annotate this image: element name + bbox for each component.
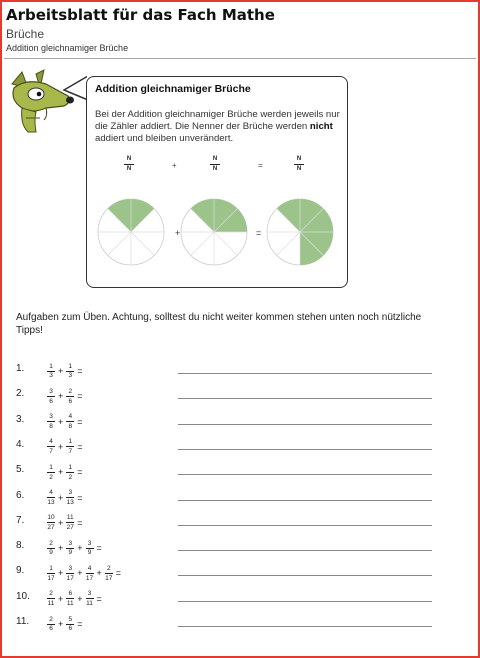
plus-sign: + — [58, 366, 64, 376]
answer-line[interactable] — [178, 500, 432, 501]
denominator: 27 — [66, 524, 74, 532]
denominator: 3 — [68, 372, 73, 380]
exercise-row — [16, 410, 436, 434]
exercise-expression — [46, 460, 85, 484]
numerator: 1 — [68, 463, 73, 471]
page-subtitle: Brüche — [6, 27, 45, 41]
answer-line[interactable] — [178, 626, 432, 627]
numerator: 3 — [87, 539, 92, 547]
exercise-number: 8. — [16, 540, 25, 552]
numerator: 1 — [68, 438, 73, 446]
pie-plus: + — [175, 228, 181, 238]
plus-sign: + — [58, 568, 64, 579]
denominator: 6 — [68, 397, 73, 405]
plus-sign: + — [58, 593, 64, 604]
denominator: 13 — [66, 498, 74, 506]
numerator: 2 — [49, 539, 53, 547]
header-divider — [4, 58, 476, 59]
denominator: 7 — [68, 448, 73, 456]
exercise-row — [16, 460, 436, 484]
formula-fraction-a — [124, 156, 134, 173]
exercise-expression — [46, 359, 85, 383]
answer-line[interactable] — [178, 575, 432, 576]
denominator: 6 — [49, 397, 53, 405]
numerator: 11 — [66, 514, 74, 522]
numerator: N — [296, 156, 302, 162]
denominator: 17 — [47, 574, 55, 582]
formula-fraction-b — [210, 156, 220, 173]
answer-line[interactable] — [178, 449, 432, 450]
denominator: 11 — [86, 600, 93, 608]
fraction — [86, 565, 94, 582]
answer-line[interactable] — [178, 601, 432, 602]
fraction — [47, 565, 55, 582]
exercise-expression — [46, 561, 123, 585]
numerator: 2 — [49, 615, 53, 623]
denominator: 9 — [68, 549, 73, 557]
equals-sign: = — [77, 391, 83, 402]
plus-sign: + — [77, 543, 83, 554]
numerator: 4 — [49, 438, 53, 446]
denominator: 9 — [87, 549, 92, 557]
fraction — [66, 363, 74, 380]
denominator: 17 — [66, 574, 74, 582]
fraction — [47, 489, 55, 506]
numerator: N — [126, 156, 132, 162]
formula-plus: + — [172, 161, 177, 170]
numerator: 3 — [68, 539, 73, 547]
numerator: 1 — [49, 463, 53, 471]
numerator: 10 — [47, 514, 55, 522]
numerator: 3 — [68, 564, 73, 572]
exercise-number: 10. — [16, 590, 30, 602]
fraction — [66, 413, 74, 430]
denominator: 27 — [47, 524, 55, 532]
equals-sign: = — [96, 543, 102, 554]
exercise-expression — [46, 587, 104, 611]
fraction — [47, 438, 55, 455]
info-text-part: Bei der Addition gleichnamiger Brüche werden jeweils nur die Zähler addiert. Die Nenner der Brüche werden — [95, 109, 340, 132]
plus-sign: + — [96, 568, 102, 579]
numerator: 1 — [68, 362, 73, 370]
fraction — [47, 413, 55, 430]
denominator: 17 — [85, 574, 94, 582]
fraction — [66, 464, 74, 481]
denominator: N — [212, 166, 218, 172]
info-box-title: Addition gleichnamiger Brüche — [95, 83, 251, 95]
fraction — [66, 540, 74, 557]
fraction — [66, 514, 74, 531]
equals-sign: = — [77, 467, 83, 478]
exercise-number: 6. — [16, 489, 25, 501]
equals-sign: = — [77, 619, 83, 629]
fraction — [86, 540, 94, 557]
exercise-row — [16, 435, 436, 459]
numerator: 3 — [49, 387, 53, 395]
equals-sign: = — [77, 366, 83, 376]
exercise-expression — [46, 435, 85, 459]
numerator: 2 — [68, 387, 73, 395]
denominator: 6 — [68, 625, 73, 633]
fraction — [47, 388, 55, 405]
exercise-number: 3. — [16, 413, 25, 425]
exercise-row — [16, 384, 436, 408]
exercise-expression — [46, 536, 104, 560]
numerator: 3 — [49, 413, 53, 421]
exercise-number: 4. — [16, 438, 25, 450]
plus-sign: + — [77, 593, 83, 604]
page-title: Arbeitsblatt für das Fach Mathe — [6, 6, 275, 24]
fraction — [66, 388, 74, 405]
exercise-row — [16, 486, 436, 510]
denominator: 17 — [105, 574, 113, 582]
exercise-row — [16, 536, 436, 560]
numerator: 2 — [106, 564, 111, 572]
exercise-expression — [46, 384, 85, 408]
formula-fraction-c — [294, 156, 304, 173]
info-text-part: addiert und bleiben unverändert. — [95, 133, 234, 144]
fraction — [47, 464, 55, 481]
numerator: 3 — [68, 489, 73, 497]
denominator: 13 — [47, 498, 55, 506]
answer-line[interactable] — [178, 373, 432, 374]
fraction — [86, 590, 94, 607]
fraction — [47, 590, 55, 607]
fraction — [47, 616, 55, 633]
equals-sign: = — [77, 517, 83, 528]
answer-line[interactable] — [178, 525, 432, 526]
plus-sign: + — [58, 441, 64, 452]
formula-equals: = — [258, 161, 263, 170]
pie-second-summand — [181, 199, 247, 265]
denominator: 11 — [47, 600, 55, 608]
denominator: 2 — [68, 473, 73, 481]
answer-line[interactable] — [178, 550, 432, 551]
answer-line[interactable] — [178, 424, 432, 425]
denominator: 6 — [49, 625, 53, 633]
exercise-row — [16, 359, 436, 383]
fraction — [47, 363, 55, 380]
numerator: 1 — [49, 362, 53, 370]
equals-sign: = — [115, 568, 122, 579]
exercise-expression — [46, 511, 85, 535]
numerator: 4 — [49, 489, 53, 497]
numerator: N — [212, 156, 218, 162]
plus-sign: + — [58, 619, 64, 629]
fraction — [105, 565, 113, 582]
exercise-number: 11. — [16, 616, 30, 627]
fraction — [66, 590, 74, 607]
pie-first-summand — [98, 199, 164, 265]
exercise-row — [16, 561, 436, 585]
pie-result — [267, 199, 333, 265]
fraction — [66, 438, 74, 455]
plus-sign: + — [58, 543, 64, 554]
plus-sign: + — [77, 568, 83, 579]
topic-label: Addition gleichnamiger Brüche — [6, 43, 129, 53]
exercise-row — [16, 612, 436, 636]
exercise-row — [16, 511, 436, 535]
exercise-number: 7. — [16, 514, 25, 526]
exercise-number: 9. — [16, 565, 25, 577]
denominator: 8 — [49, 422, 53, 430]
equals-sign: = — [96, 593, 102, 604]
denominator: 9 — [49, 549, 53, 557]
numerator: 5 — [68, 615, 73, 623]
fraction — [66, 616, 74, 633]
fraction — [66, 565, 74, 582]
fraction — [47, 514, 55, 531]
info-text-bold: nicht — [309, 121, 333, 132]
denominator: 8 — [68, 422, 73, 430]
denominator: 3 — [49, 372, 53, 380]
exercise-expression — [46, 410, 85, 434]
plus-sign: + — [58, 492, 64, 503]
equals-sign: = — [77, 492, 83, 503]
denominator: 2 — [49, 473, 53, 481]
equals-sign: = — [77, 416, 83, 427]
plus-sign: + — [58, 467, 64, 478]
denominator: 11 — [66, 600, 74, 608]
exercise-number: 5. — [16, 464, 25, 476]
answer-line[interactable] — [178, 474, 432, 475]
exercise-expression — [46, 486, 85, 510]
numerator: 2 — [49, 590, 53, 598]
exercise-number: 2. — [16, 388, 25, 400]
numerator: 3 — [87, 590, 92, 598]
pie-equals: = — [256, 228, 262, 238]
denominator: N — [126, 166, 132, 172]
numerator: 4 — [68, 413, 73, 421]
denominator: N — [296, 166, 302, 172]
exercise-row — [16, 587, 436, 611]
plus-sign: + — [58, 391, 64, 402]
exercises-intro: Aufgaben zum Üben. Achtung, solltest du nicht weiter kommen stehen unten noch nützliche Tipps! — [16, 312, 422, 336]
denominator: 7 — [49, 448, 53, 456]
numerator: 6 — [68, 590, 73, 598]
fraction — [66, 489, 74, 506]
numerator: 4 — [87, 564, 92, 572]
equals-sign: = — [77, 441, 83, 452]
info-box-text — [95, 109, 343, 145]
exercise-number: 1. — [16, 363, 25, 374]
formula-row — [96, 156, 346, 184]
exercise-expression — [46, 612, 85, 636]
plus-sign: + — [58, 416, 64, 427]
fraction-pie-diagram — [96, 196, 346, 268]
plus-sign: + — [58, 517, 64, 528]
numerator: 1 — [49, 564, 53, 572]
fraction — [47, 540, 55, 557]
answer-line[interactable] — [178, 398, 432, 399]
